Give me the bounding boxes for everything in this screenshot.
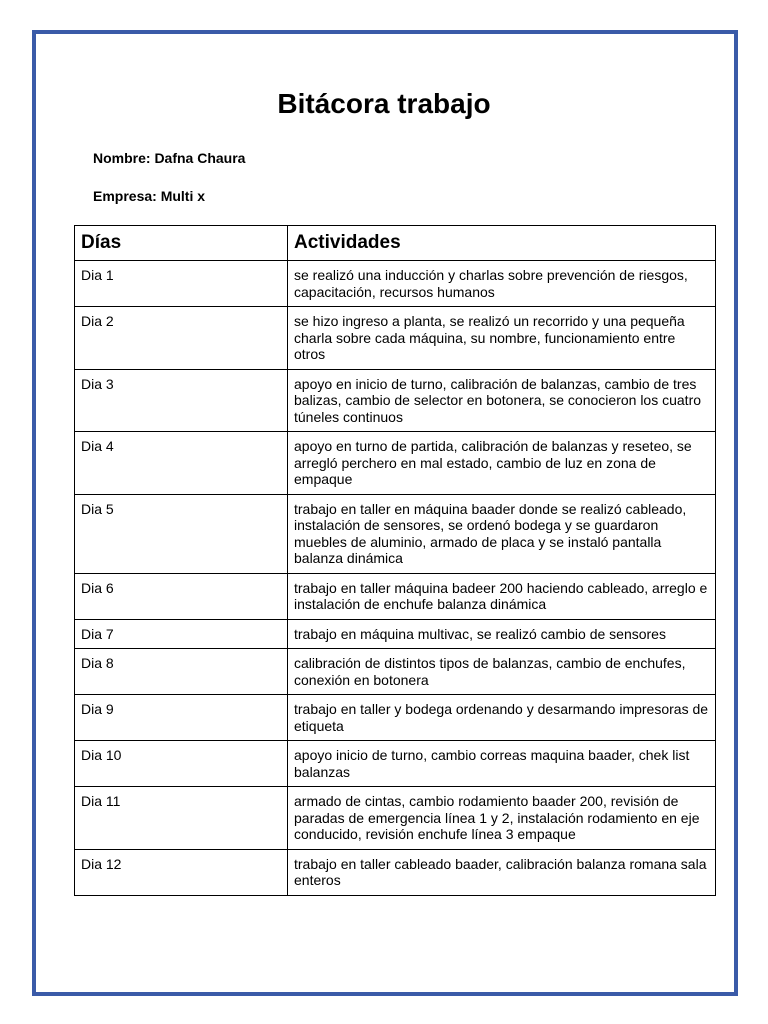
table-row: [75, 619, 716, 649]
empresa-field: Empresa: Multi x: [93, 188, 206, 204]
day-cell: Dia 11: [75, 787, 288, 850]
day-cell: Dia 7: [75, 619, 288, 649]
header-dias: Días: [75, 226, 288, 261]
day-cell: Dia 6: [75, 573, 288, 619]
day-cell: Dia 8: [75, 649, 288, 695]
table-row: [75, 307, 716, 370]
day-cell: Dia 3: [75, 369, 288, 432]
activity-cell: trabajo en máquina multivac, se realizó cambio de sensores: [288, 619, 716, 649]
activity-cell: armado de cintas, cambio rodamiento baader 200, revisión de paradas de emergencia línea 1 y 2, instalación rodamiento en eje conducido, revisión enchufe línea 3 empaque: [288, 787, 716, 850]
table-row: [75, 369, 716, 432]
table-row: [75, 787, 716, 850]
day-cell: Dia 12: [75, 849, 288, 895]
activity-cell: apoyo en turno de partida, calibración de balanzas y reseteo, se arregló perchero en mal estado, cambio de luz en zona de empaque: [288, 432, 716, 495]
header-actividades: Actividades: [288, 226, 716, 261]
table-header-row: [75, 226, 716, 261]
day-cell: Dia 9: [75, 695, 288, 741]
table-row: [75, 695, 716, 741]
table-row: [75, 741, 716, 787]
activity-cell: trabajo en taller en máquina baader donde se realizó cableado, instalación de sensores, se ordenó bodega y se guardaron muebles de aluminio, armado de placa y se instaló pantalla balanza dinámica: [288, 494, 716, 573]
document-title: Bitácora trabajo: [277, 88, 491, 119]
nombre-field: Nombre: Dafna Chaura: [93, 150, 246, 166]
activity-cell: se realizó una inducción y charlas sobre prevención de riesgos, capacitación, recursos humanos: [288, 261, 716, 307]
table-row: [75, 849, 716, 895]
table-row: [75, 261, 716, 307]
table-row: [75, 432, 716, 495]
table-row: [75, 573, 716, 619]
day-cell: Dia 10: [75, 741, 288, 787]
activity-log-table: [74, 225, 716, 896]
table-row: [75, 494, 716, 573]
activity-cell: calibración de distintos tipos de balanzas, cambio de enchufes, conexión en botonera: [288, 649, 716, 695]
activity-cell: trabajo en taller y bodega ordenando y desarmando impresoras de etiqueta: [288, 695, 716, 741]
day-cell: Dia 2: [75, 307, 288, 370]
day-cell: Dia 5: [75, 494, 288, 573]
activity-cell: trabajo en taller máquina badeer 200 haciendo cableado, arreglo e instalación de enchufe balanza dinámica: [288, 573, 716, 619]
activity-cell: apoyo inicio de turno, cambio correas maquina baader, chek list balanzas: [288, 741, 716, 787]
activity-cell: se hizo ingreso a planta, se realizó un recorrido y una pequeña charla sobre cada máquina, su nombre, funcionamiento entre otros: [288, 307, 716, 370]
activity-cell: apoyo en inicio de turno, calibración de balanzas, cambio de tres balizas, cambio de selector en botonera, se conocieron los cuatro túneles continuos: [288, 369, 716, 432]
day-cell: Dia 4: [75, 432, 288, 495]
activity-cell: trabajo en taller cableado baader, calibración balanza romana sala enteros: [288, 849, 716, 895]
day-cell: Dia 1: [75, 261, 288, 307]
table-row: [75, 649, 716, 695]
